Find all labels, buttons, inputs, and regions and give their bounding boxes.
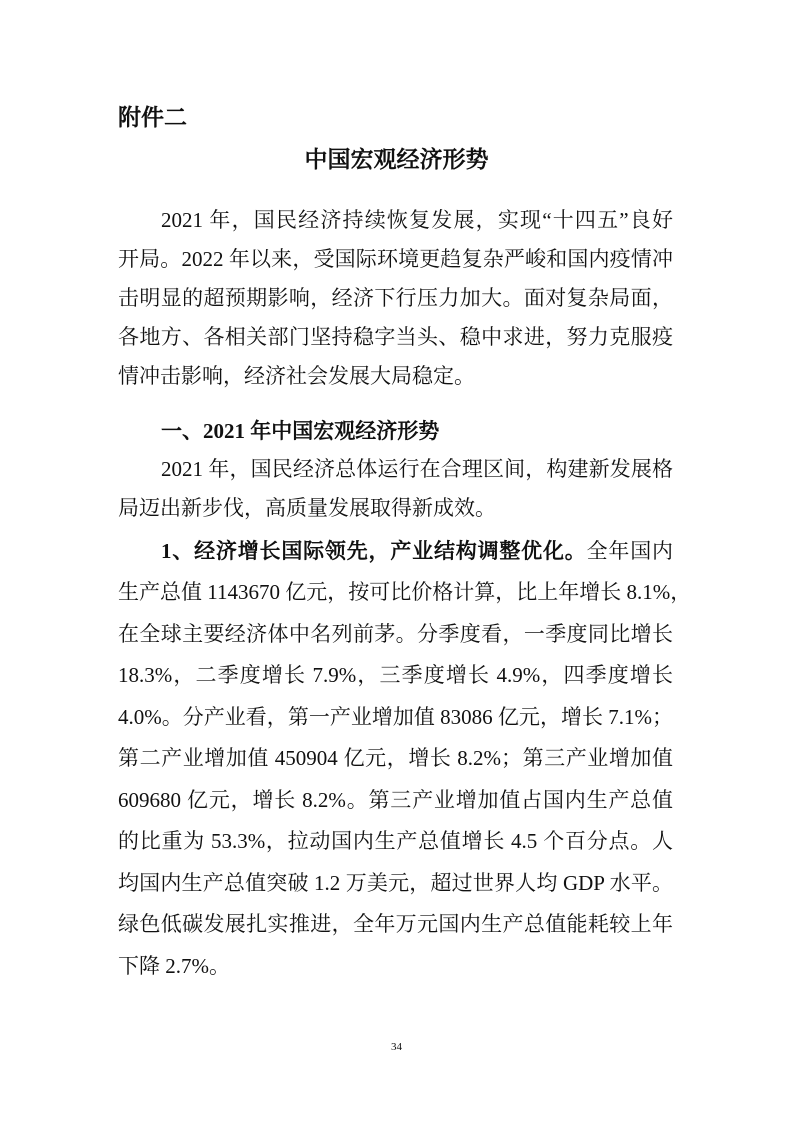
text-line: 局迈出新步伐，高质量发展取得新成效。 — [118, 496, 496, 520]
text-line: 第二产业增加值 450904 亿元，增长 8.2%；第三产业增加值 — [118, 746, 673, 770]
text-line: 开局。2022 年以来，受国际环境更趋复杂严峻和国内疫情冲 — [118, 247, 673, 271]
point-first-line-rest: 全年国内 — [586, 539, 674, 563]
text-line: 情冲击影响，经济社会发展大局稳定。 — [118, 364, 475, 388]
text-line: 绿色低碳发展扎实推进，全年万元国内生产总值能耗较上年 — [118, 912, 673, 936]
text-line: 均国内生产总值突破 1.2 万美元，超过世界人均 GDP 水平。 — [118, 871, 673, 895]
text-line: 生产总值 1143670 亿元，按可比价格计算，比上年增长 8.1%， — [118, 580, 692, 604]
point-lead: 1、经济增长国际领先，产业结构调整优化。 — [161, 539, 587, 563]
text-line: 下降 2.7%。 — [118, 954, 230, 978]
text-line: 18.3%，二季度增长 7.9%，三季度增长 4.9%，四季度增长 — [118, 663, 673, 687]
text-line: 在全球主要经济体中名列前茅。分季度看，一季度同比增长 — [118, 622, 673, 646]
text-line: 击明显的超预期影响，经济下行压力加大。面对复杂局面， — [118, 286, 673, 310]
text-line: 2021 年，国民经济总体运行在合理区间，构建新发展格 — [161, 457, 673, 481]
text-line: 各地方、各相关部门坚持稳字当头、稳中求进，努力克服疫 — [118, 325, 673, 349]
text-line: 2021 年，国民经济持续恢复发展，实现“十四五”良好 — [161, 208, 673, 232]
text-line: 609680 亿元，增长 8.2%。第三产业增加值占国内生产总值 — [118, 788, 673, 812]
text-line: 4.0%。分产业看，第一产业增加值 83086 亿元，增长 7.1%； — [118, 705, 673, 729]
text-line — [161, 531, 673, 571]
text-line: 的比重为 53.3%，拉动国内生产总值增长 4.5 个百分点。人 — [118, 829, 673, 853]
section-heading: 一、2021 年中国宏观经济形势 — [161, 419, 440, 443]
page-title: 中国宏观经济形势 — [304, 147, 489, 173]
attachment-label: 附件二 — [118, 105, 187, 131]
page-number: 34 — [391, 1041, 402, 1053]
